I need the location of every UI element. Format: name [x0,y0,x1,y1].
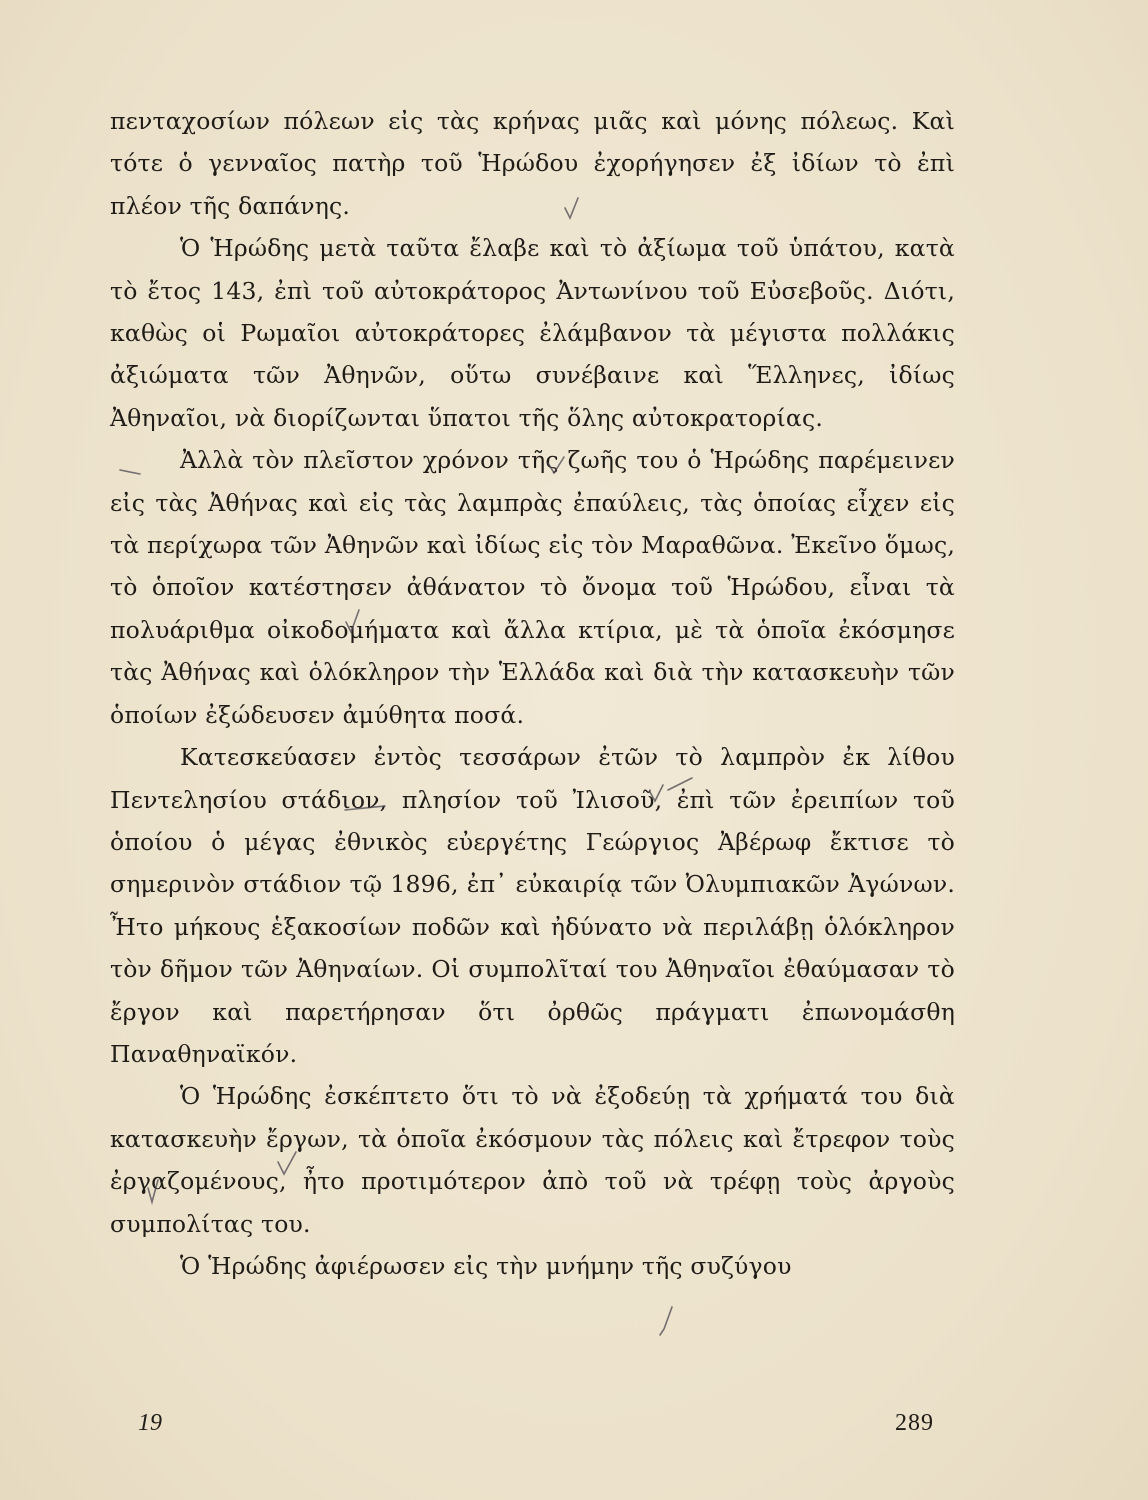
check-mark-icon [660,1307,672,1335]
paragraph-4: Κατεσκεύασεν ἐντὸς τεσσάρων ἐτῶν τὸ λαμπρὸν ἐκ λίθου Πεντελησίου στάδιον, πλησίον τοῦ Ἰλισοῦ, ἐπὶ τῶν ἐρειπίων τοῦ ὁποίου ὁ μέγας ἐθνικὸς εὐεργέτης Γεώργιος Ἀβέρωφ ἔκτισε τὸ σημερινὸν στάδιον τῷ 1896, ἐπ᾽ εὐκαιρίᾳ τῶν Ὀλυμπιακῶν Ἀγώνων. Ἦτο μήκους ἑξακοσίων ποδῶν καὶ ἠδύνατο νὰ περιλάβῃ ὁλόκληρον τὸν δῆμον τῶν Ἀθηναίων. Οἱ συμπολῖταί του Ἀθηναῖοι ἐθαύμασαν τὸ ἔργον καὶ παρετήρησαν ὅτι ὀρθῶς πράγματι ἐπωνομάσθη Παναθηναϊκόν. [110,743,955,1068]
paragraph-1: πενταχοσίων πόλεων εἰς τὰς κρήνας μιᾶς καὶ μόνης πόλεως. Καὶ τότε ὁ γενναῖος πατὴρ τοῦ Ἡρώδου ἐχορήγησεν ἐξ ἰδίων τὸ ἐπὶ πλέον τῆς δαπάνης. [110,107,955,220]
paragraph-3: Ἀλλὰ τὸν πλεῖστον χρόνον τῆς ζωῆς του ὁ Ἡρώδης παρέμεινεν εἰς τὰς Ἀθήνας καὶ εἰς τὰς λαμπρὰς ἐπαύλεις, τὰς ὁποίας εἶχεν εἰς τὰ περίχωρα τῶν Ἀθηνῶν καὶ ἰδίως εἰς τὸν Μαραθῶνα. Ἐκεῖνο ὅμως, τὸ ὁποῖον κατέστησεν ἀθάνατον τὸ ὄνομα τοῦ Ἡρώδου, εἶναι τὰ πολυάριθμα οἰκοδομήματα καὶ ἄλλα κτίρια, μὲ τὰ ὁποῖα ἐκόσμησε τὰς Ἀθήνας καὶ ὁλόκληρον τὴν Ἑλλάδα καὶ διὰ τὴν κατασκευὴν τῶν ὁποίων ἐξώδευσεν ἀμύθητα ποσά. [110,446,955,729]
page-number: 289 [895,1410,934,1436]
body-text [110,100,955,1287]
paragraph-6: Ὁ Ἡρώδης ἀφιέρωσεν εἰς τὴν μνήμην τῆς συζύγου [180,1251,792,1280]
signature-mark: 19 [138,1410,162,1436]
paragraph-5: Ὁ Ἡρώδης ἐσκέπτετο ὅτι τὸ νὰ ἐξοδεύῃ τὰ χρήματά του διὰ κατασκευὴν ἔργων, τὰ ὁποῖα ἐκόσμουν τὰς πόλεις καὶ ἔτρεφον τοὺς ἐργαζομένους, ἦτο προτιμότερον ἀπὸ τοῦ νὰ τρέφῃ τοὺς ἀργοὺς συμπολίτας του. [110,1082,955,1238]
paragraph-2: Ὁ Ἡρώδης μετὰ ταῦτα ἔλαβε καὶ τὸ ἀξίωμα τοῦ ὑπάτου, κατὰ τὸ ἔτος 143, ἐπὶ τοῦ αὐτοκράτορος Ἀντωνίνου τοῦ Εὐσεβοῦς. Διότι, καθὼς οἱ Ρωμαῖοι αὐτοκράτορες ἐλάμβανον τὰ μέγιστα πολλάκις ἀξιώματα τῶν Ἀθηνῶν, οὕτω συνέβαινε καὶ Ἕλληνες, ἰδίως Ἀθηναῖοι, νὰ διορίζωνται ὕπατοι τῆς ὅλης αὐτοκρατορίας. [110,234,955,432]
